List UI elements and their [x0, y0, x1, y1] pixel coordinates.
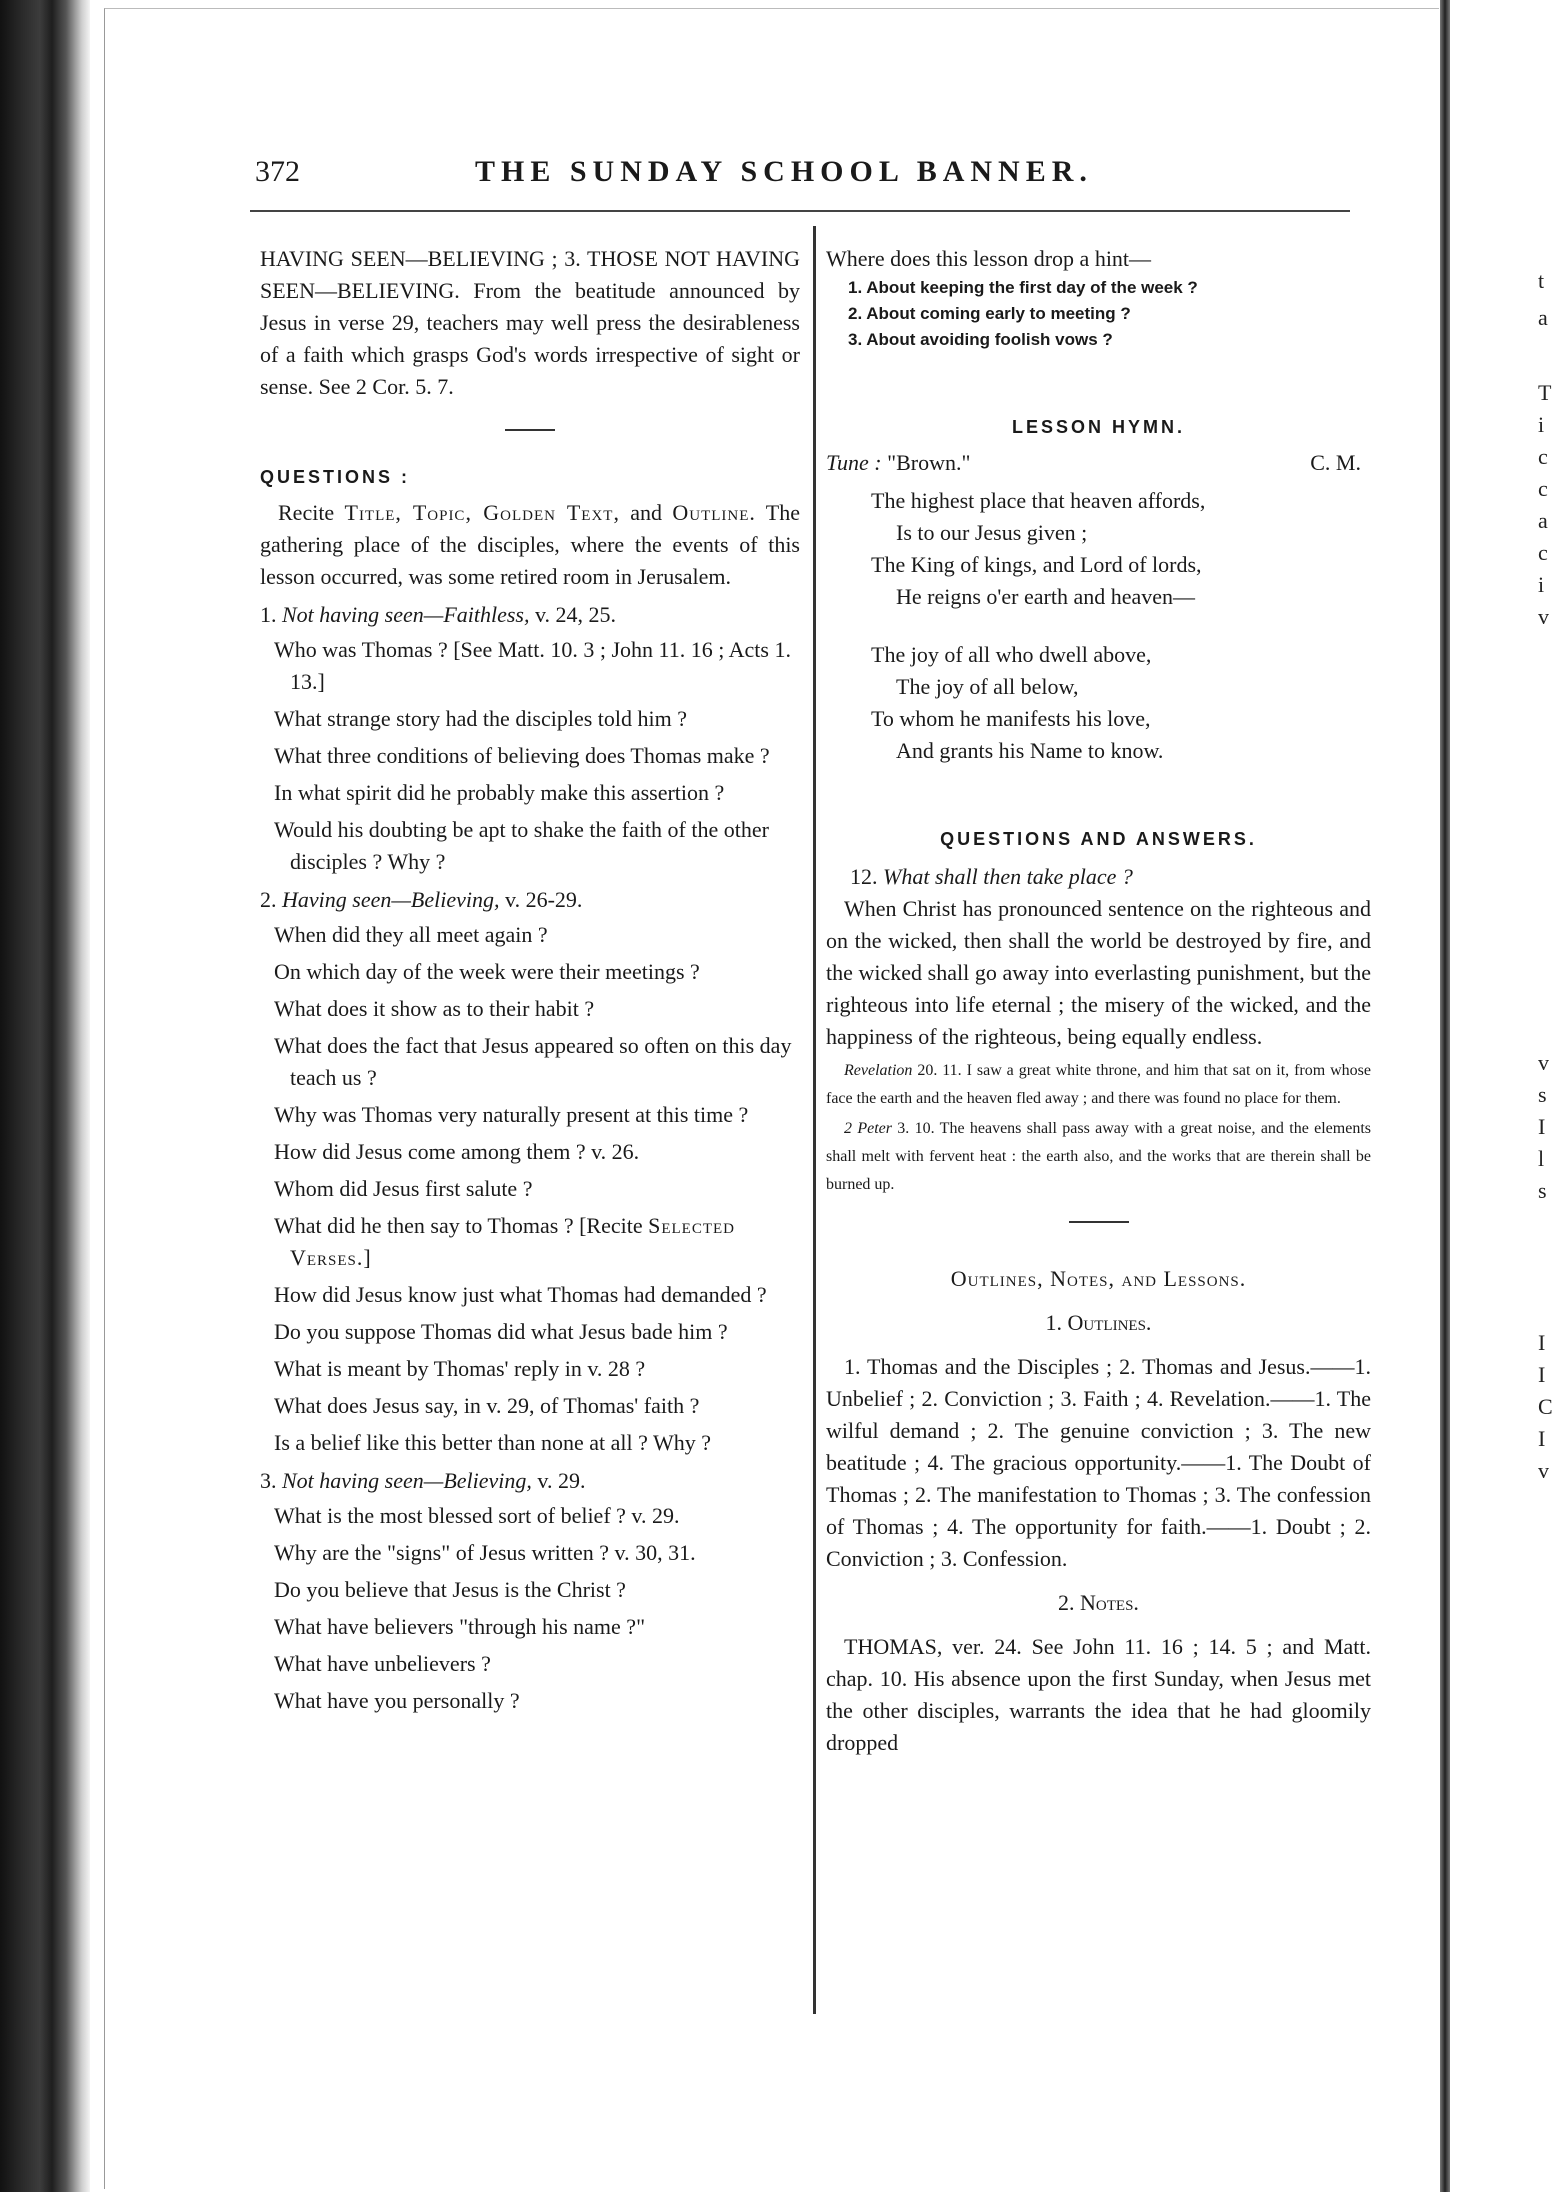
intro-caps: HAVING SEEN—BELIEVING ; 3. THOSE NOT HAVING SEEN—BELIEVING. [260, 246, 800, 303]
hymn-line: The joy of all below, [896, 674, 1079, 699]
question-item: What did he then say to Thomas ? [Recite Selected Verses.] [274, 1213, 735, 1270]
outlines-heading: Outlines, Notes, and Lessons. [950, 1266, 1247, 1291]
question-item: When did they all meet again ? [274, 922, 548, 947]
hymn-stanza-1 [826, 485, 1371, 613]
hymn-line: He reigns o'er earth and heaven— [896, 584, 1195, 609]
question-item: On which day of the week were their meetings ? [274, 959, 700, 984]
question-item: What have believers "through his name ?" [274, 1614, 646, 1639]
hint-intro: Where does this lesson drop a hint— [826, 246, 1152, 271]
hymn-stanza-2 [826, 639, 1371, 767]
column-rule [813, 226, 816, 2014]
right-column [826, 243, 1371, 1759]
question-item: Do you believe that Jesus is the Christ ? [274, 1577, 626, 1602]
page-number: 372 [255, 155, 300, 188]
tune-line [826, 447, 1371, 479]
notes-text: THOMAS, ver. 24. See John 11. 16 ; 14. 5 ; and Matt. chap. 10. His absence upon the first Sunday, when Jesus met the other disciples, warrants the idea that he had gloomily dropped [826, 1634, 1371, 1755]
lesson-hymn-heading: LESSON HYMN. [1011, 417, 1185, 437]
qa-heading: QUESTIONS AND ANSWERS. [940, 829, 1257, 849]
hint-item: 1. About keeping the first day of the week ? [848, 278, 1198, 297]
question-item: Is a belief like this better than none at all ? Why ? [274, 1430, 711, 1455]
meter: C. M. [1310, 450, 1361, 475]
question-item: What is the most blessed sort of belief ? v. 29. [274, 1503, 680, 1528]
section-3-questions [260, 1500, 800, 1717]
questions-heading: QUESTIONS : [260, 467, 411, 487]
hymn-line: The King of kings, and Lord of lords, [871, 552, 1202, 577]
question-item: What does Jesus say, in v. 29, of Thomas' faith ? [274, 1393, 700, 1418]
hint-item: 2. About coming early to meeting ? [848, 304, 1131, 323]
question-item: Would his doubting be apt to shake the faith of the other disciples ? Why ? [274, 817, 769, 874]
hymn-line: The joy of all who dwell above, [871, 642, 1152, 667]
qa-answer: When Christ has pronounced sentence on the righteous and on the wicked, then shall the world be destroyed by fire, and the wicked shall go away into everlasting punishment, but the righteous into life eternal ; the misery of the wicked, and the happiness of the righteous, being equally endless. [826, 896, 1371, 1049]
intro-paragraph [260, 243, 800, 403]
hymn-line: Is to our Jesus given ; [896, 520, 1088, 545]
section-divider [1069, 1221, 1129, 1223]
left-column [260, 243, 800, 1722]
intro-rest: From the beatitude announced by Jesus in verse 29, teachers may well press the desirableness of a faith which grasps God's words irrespective of sight or sense. See 2 Cor. 5. 7. [260, 278, 800, 399]
qa-question: 12. What shall then take place ? [850, 864, 1133, 889]
question-item: What strange story had the disciples told him ? [274, 706, 688, 731]
questions-intro: Recite Title, Topic, Golden Text, and Outline. The gathering place of the disciples, where the events of this lesson occurred, was some retired room in Jerusalem. [260, 500, 800, 589]
question-item: Why was Thomas very naturally present at this time ? [274, 1102, 749, 1127]
scripture-revelation: Revelation 20. 11. I saw a great white throne, and him that sat on it, from whose face the earth and the heaven fled away ; and there was found no place for them. [826, 1062, 1371, 1107]
page-edge [1440, 0, 1450, 2192]
journal-title: THE SUNDAY SCHOOL BANNER. [475, 155, 1093, 188]
section-3-title: 3. Not having seen—Believing, v. 29. [260, 1468, 586, 1493]
question-item: Who was Thomas ? [See Matt. 10. 3 ; John 11. 16 ; Acts 1. 13.] [274, 637, 791, 694]
section-1-title: 1. Not having seen—Faithless, v. 24, 25. [260, 602, 617, 627]
question-item: Do you suppose Thomas did what Jesus bade him ? [274, 1319, 728, 1344]
question-item: What is meant by Thomas' reply in v. 28 ? [274, 1356, 646, 1381]
question-item: Whom did Jesus first salute ? [274, 1176, 533, 1201]
hymn-line: The highest place that heaven affords, [871, 488, 1206, 513]
question-item: How did Jesus come among them ? v. 26. [274, 1139, 640, 1164]
hymn-line: And grants his Name to know. [896, 738, 1164, 763]
question-item: What does it show as to their habit ? [274, 996, 595, 1021]
question-item: What does the fact that Jesus appeared so often on this day teach us ? [274, 1033, 792, 1090]
question-item: Why are the "signs" of Jesus written ? v. 30, 31. [274, 1540, 696, 1565]
question-item: What have unbelievers ? [274, 1651, 491, 1676]
book-binding [0, 0, 90, 2192]
question-item: How did Jesus know just what Thomas had demanded ? [274, 1282, 767, 1307]
question-item: In what spirit did he probably make this assertion ? [274, 780, 725, 805]
outlines-subheading: 1. Outlines. [1045, 1310, 1152, 1335]
section-2-title: 2. Having seen—Believing, v. 26-29. [260, 887, 583, 912]
section-divider [505, 429, 555, 431]
next-page-edge: t a T i c c a c i v v s I l s I I C I v [1450, 0, 1544, 2192]
hymn-line: To whom he manifests his love, [871, 706, 1151, 731]
header-rule [250, 210, 1350, 212]
section-2-questions [260, 919, 800, 1459]
question-item: What three conditions of believing does Thomas make ? [274, 743, 770, 768]
hint-item: 3. About avoiding foolish vows ? [848, 330, 1113, 349]
section-1-questions [260, 634, 800, 878]
question-item: What have you personally ? [274, 1688, 520, 1713]
tune-name: Tune : "Brown." [826, 450, 971, 475]
outlines-text: 1. Thomas and the Disciples ; 2. Thomas and Jesus.——1. Unbelief ; 2. Conviction ; 3. Faith ; 4. Revelation.——1. The wilful demand ; 2. The genuine conviction ; 3. The new beatitude ; 4. The gracious opportunity.——1. The Doubt of Thomas ; 2. The manifestation to Thomas ; 3. The confession of Thomas ; 4. The opportunity for faith.——1. Doubt ; 2. Conviction ; 3. Confession. [826, 1354, 1371, 1571]
scripture-peter: 2 Peter 3. 10. The heavens shall pass away with a great noise, and the elements shall melt with fervent heat : the earth also, and the works that are therein shall be burned up. [826, 1120, 1371, 1193]
notes-subheading: 2. Notes. [1058, 1590, 1139, 1615]
